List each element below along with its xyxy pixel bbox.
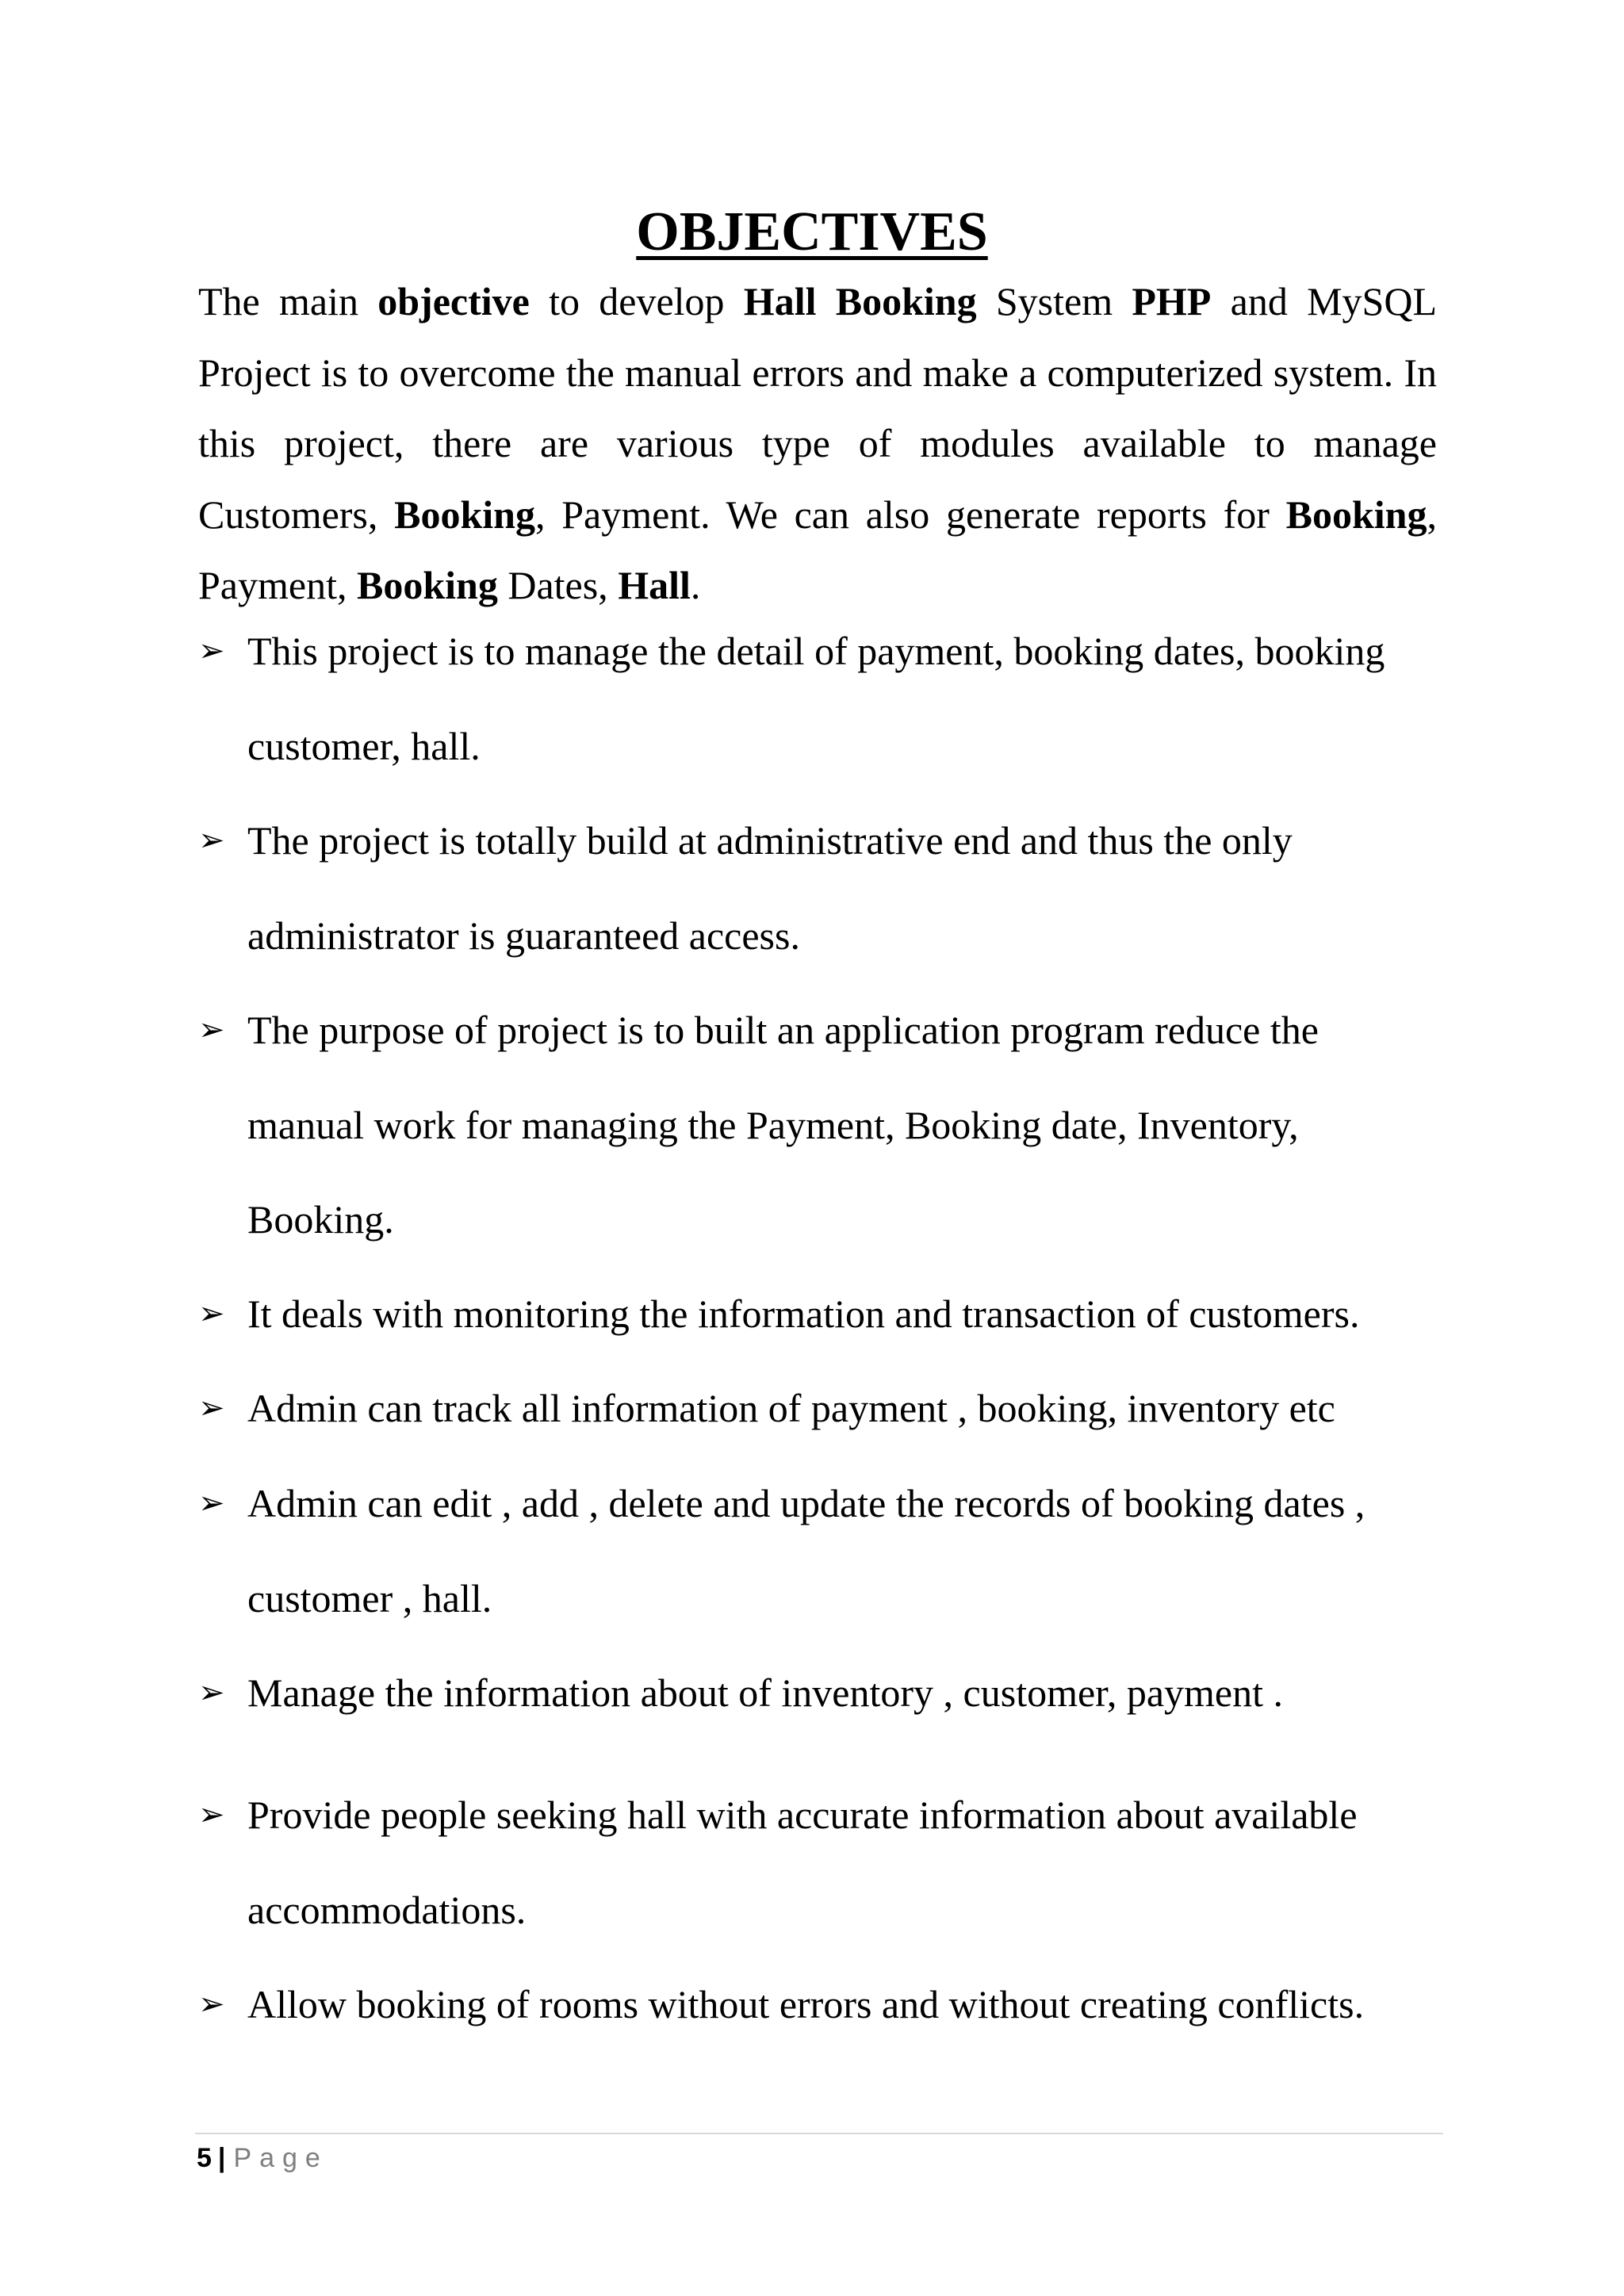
intro-bold-term: PHP [1132,279,1212,323]
objective-line: Admin can edit , add , delete and update the records of booking dates , [247,1481,1365,1525]
objective-item [198,983,1437,1268]
objective-line: Manage the information about of inventory , customer, payment . [247,1670,1283,1715]
objective-item [198,1646,1437,1741]
intro-text: and MySQL Project is to overcome the manual errors and make a computerized system. In this project, there are various type of modules available to manage Customers, [198,279,1437,537]
objective-text [247,1267,1437,1362]
objective-line: The purpose of project is to built an application program reduce the [247,1008,1319,1052]
page-title: OBJECTIVES [636,201,988,262]
page-footer [197,2141,328,2175]
footer-separator: | [217,2143,226,2173]
intro-text: Dates, [497,563,619,607]
intro-text: System [976,279,1132,323]
arrowhead-bullet-icon: ➢ [198,822,225,859]
objective-line: accommodations. [247,1887,527,1932]
objective-item [198,1957,1437,2053]
page-label: Page [233,2143,328,2173]
intro-bold-term: Hall [618,563,691,607]
objective-text [247,1456,1437,1646]
arrowhead-bullet-icon: ➢ [198,1797,225,1833]
footer-divider [195,2133,1443,2134]
objective-line: Booking. [247,1197,394,1242]
objective-item [198,1267,1437,1362]
arrowhead-bullet-icon: ➢ [198,1390,225,1426]
objective-item [198,1361,1437,1456]
objective-text [247,1646,1437,1741]
arrowhead-bullet-icon: ➢ [198,1674,225,1711]
objective-text [247,604,1437,794]
intro-text: . [690,563,701,607]
arrowhead-bullet-icon: ➢ [198,1012,225,1048]
intro-text: to develop [529,279,744,323]
objective-line: It deals with monitoring the information and transaction of customers. [247,1292,1360,1336]
intro-bold-term: Booking [1285,492,1427,537]
arrowhead-bullet-icon: ➢ [198,1485,225,1521]
objective-line: customer , hall. [247,1575,492,1621]
objective-line: Admin can track all information of payment , booking, inventory etc [247,1386,1335,1430]
objective-item [198,1768,1437,1957]
intro-paragraph [198,266,1437,622]
objective-text [247,1361,1437,1456]
intro-bold-term: Hall Booking [743,279,977,323]
objective-item [198,604,1437,794]
objective-line: The project is totally build at administrative end and thus the only [247,818,1293,863]
objective-line: Allow booking of rooms without errors and without creating conflicts. [247,1982,1365,2026]
intro-text: , Payment. We can also generate reports for [534,492,1286,537]
page-number: 5 [197,2143,212,2173]
objective-item [198,1456,1437,1646]
objective-text [247,1957,1437,2053]
objective-line: Provide people seeking hall with accurate information about available [247,1793,1358,1837]
arrowhead-bullet-icon: ➢ [198,1986,225,2022]
objective-line: customer, hall. [247,723,481,768]
arrowhead-bullet-icon: ➢ [198,1295,225,1332]
intro-bold-term: Booking [356,563,498,607]
arrowhead-bullet-icon: ➢ [198,633,225,669]
intro-bold-term: objective [377,279,530,323]
objective-line: manual work for managing the Payment, Booking date, Inventory, [247,1102,1299,1147]
intro-bold-term: Booking [394,492,535,537]
objective-line: This project is to manage the detail of payment, booking dates, booking [247,629,1385,673]
objective-text [247,1768,1437,1957]
objective-text [247,983,1437,1268]
intro-text: , Payment, [198,492,1437,607]
objective-line: administrator is guaranteed access. [247,913,800,958]
objective-item [198,794,1437,983]
objective-text [247,794,1437,983]
intro-text: The main [198,279,378,323]
